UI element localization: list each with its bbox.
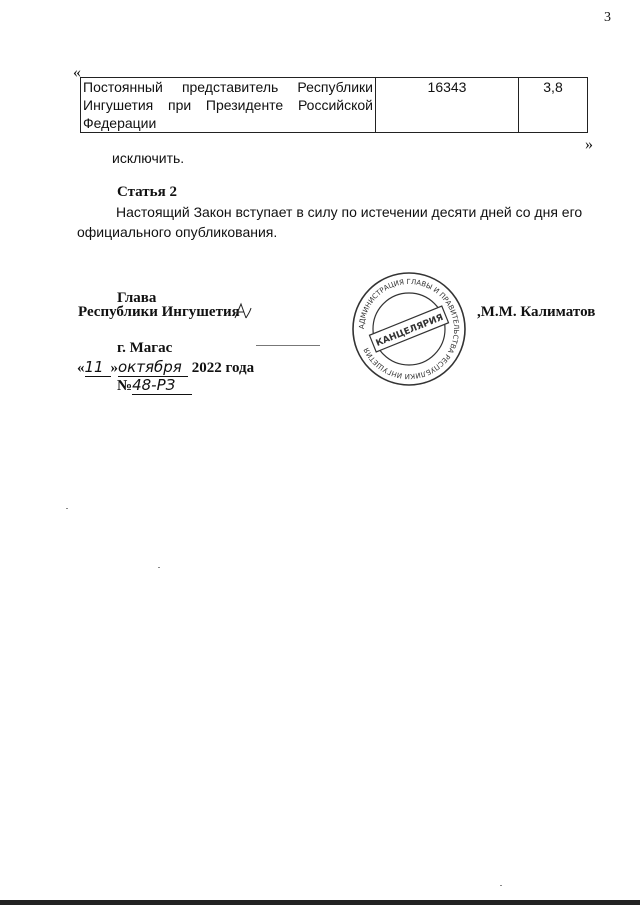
signatory-name: ,М.М. Калиматов — [477, 304, 596, 320]
date-day: 11 — [85, 358, 111, 377]
position-cell: Постоянный представитель Республики Ингушетия при Президенте Российской Федерации — [81, 78, 376, 133]
date-close-quote: » — [110, 360, 118, 376]
stamp-center-text: КАНЦЕЛЯРИЯ — [374, 312, 445, 349]
scan-speck — [500, 885, 502, 886]
signatory-region: Республики Ингушетия — [78, 304, 240, 320]
article-text: Настоящий Закон вступает в силу по истечении десяти дней со дня его официального опубликования. — [77, 204, 583, 240]
office-stamp — [350, 270, 468, 388]
opening-quote: « — [73, 64, 81, 81]
signatory-name-text: М.М. Калиматов — [480, 304, 596, 320]
table-row — [81, 78, 588, 133]
amendment-table — [80, 77, 588, 133]
law-number-value: 48-РЗ — [132, 376, 192, 395]
law-number — [117, 376, 192, 395]
exclude-text: исключить. — [112, 150, 185, 166]
article-title: Статья 2 — [117, 184, 177, 200]
date-year: 2022 года — [191, 360, 255, 376]
date-month: октября — [118, 358, 188, 377]
scan-speck — [66, 508, 68, 509]
coefficient-cell: 3,8 — [519, 78, 588, 133]
signature-line — [256, 345, 320, 346]
number-sign: № — [117, 378, 133, 394]
closing-quote: » — [585, 136, 593, 153]
scan-speck — [158, 567, 160, 568]
page-number: 3 — [604, 10, 611, 25]
amount-cell: 16343 — [376, 78, 519, 133]
scan-edge-bar — [0, 900, 640, 905]
stamp-ring-text: АДМИНИСТРАЦИЯ ГЛАВЫ И ПРАВИТЕЛЬСТВА РЕСПУБЛИКИ ИНГУШЕТИЯ — [357, 277, 461, 381]
date-open-quote: « — [77, 360, 85, 376]
city: г. Магас — [117, 340, 173, 356]
signatory-title: Глава — [117, 290, 157, 306]
signing-date — [77, 358, 254, 377]
handwritten-signature-icon — [232, 300, 252, 322]
